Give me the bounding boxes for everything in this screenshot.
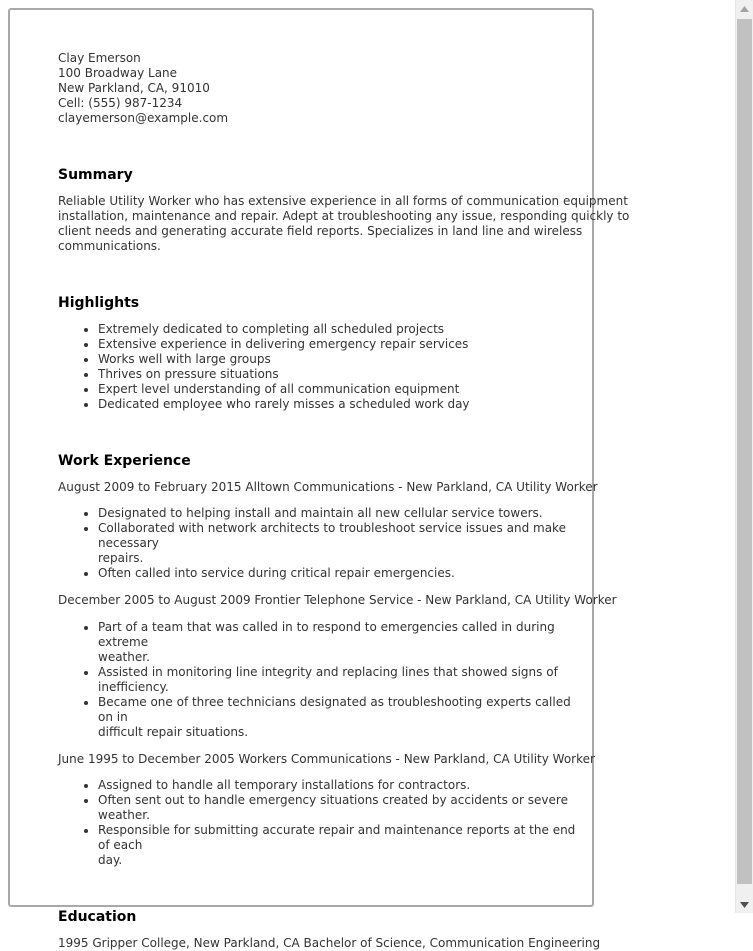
job-bullet — [98, 620, 588, 665]
job-bullet-text: Part of a team that was called in to respond to emergencies called in during extreme — [98, 620, 555, 649]
job-header: June 1995 to December 2005 Workers Communications - New Parkland, CA Utility Worker — [58, 752, 595, 766]
education-section — [58, 908, 601, 951]
job-bullet-text: difficult repair situations. — [98, 725, 249, 739]
summary-section — [58, 166, 630, 254]
contact-phone: Cell: (555) 987-1234 — [58, 96, 183, 110]
job-bullet-text: Assisted in monitoring line integrity and replacing lines that showed signs of inefficiency. — [98, 665, 558, 694]
job-bullet-text: Responsible for submitting accurate repair and maintenance reports at the end of each — [98, 823, 576, 852]
contact-email: clayemerson@example.com — [58, 111, 229, 125]
summary-line: client needs and generating accurate field reports. Specializes in land line and wireless — [58, 224, 583, 238]
summary-heading: Summary — [58, 167, 133, 183]
job-bullet-text: Collaborated with network architects to troubleshoot service issues and make necessary — [98, 521, 566, 550]
job-entry — [58, 593, 617, 740]
job-bullet — [98, 521, 588, 566]
experience-heading: Work Experience — [58, 453, 191, 469]
highlight-item: • Extremely dedicated to completing all scheduled projects — [98, 322, 588, 337]
summary-line: Reliable Utility Worker who has extensive experience in all forms of communication equipment — [58, 194, 628, 208]
resume-content — [58, 51, 630, 951]
highlights-section — [58, 294, 588, 412]
highlight-item: • Thrives on pressure situations — [98, 367, 588, 382]
highlights-list — [58, 322, 588, 412]
summary-line: communications. — [58, 239, 161, 253]
contact-block — [58, 51, 588, 126]
summary-text — [58, 194, 630, 254]
job-header: December 2005 to August 2009 Frontier Telephone Service - New Parkland, CA Utility Worker — [58, 593, 617, 607]
contact-street: 100 Broadway Lane — [58, 66, 178, 80]
resume-page — [8, 8, 630, 950]
education-entry: 1995 Gripper College, New Parkland, CA Bachelor of Science, Communication Engineering — [58, 936, 601, 950]
education-heading: Education — [58, 909, 137, 925]
summary-line: installation, maintenance and repair. Adept at troubleshooting any issue, responding quickly to — [58, 209, 630, 223]
job-bullet — [98, 778, 588, 793]
job-bullet-text: Became one of three technicians designated as troubleshooting experts called on in — [98, 695, 571, 724]
job-entry — [58, 480, 598, 581]
job-bullet-text: Designated to helping install and maintain all new cellular service towers. — [98, 506, 543, 520]
job-bullet — [98, 665, 588, 695]
highlight-item: • Works well with large groups — [98, 352, 588, 367]
highlights-heading: Highlights — [58, 295, 140, 311]
job-bullet-text: Assigned to handle all temporary installations for contractors. — [98, 778, 471, 792]
contact-name: Clay Emerson — [58, 51, 141, 65]
scroll-down-arrow-icon — [740, 902, 749, 908]
job-bullets — [58, 778, 588, 868]
highlight-item: • Dedicated employee who rarely misses a scheduled work day — [98, 397, 588, 412]
highlight-item: • Extensive experience in delivering emergency repair services — [98, 337, 588, 352]
experience-section — [58, 452, 617, 868]
scroll-down-button[interactable] — [736, 896, 753, 913]
job-bullet — [98, 793, 588, 823]
job-bullet — [98, 695, 588, 740]
highlight-item: • Expert level understanding of all communication equipment — [98, 382, 588, 397]
job-bullet — [98, 566, 588, 581]
scroll-thumb[interactable] — [737, 19, 752, 884]
job-entry — [58, 752, 595, 868]
contact-city: New Parkland, CA, 91010 — [58, 81, 210, 95]
scroll-up-button[interactable] — [736, 0, 753, 17]
scroll-up-arrow-icon — [740, 6, 749, 12]
job-header: August 2009 to February 2015 Alltown Communications - New Parkland, CA Utility Worker — [58, 480, 598, 494]
job-bullets — [58, 506, 588, 581]
job-bullet-text: Often called into service during critical repair emergencies. — [98, 566, 455, 580]
job-bullet — [98, 506, 588, 521]
job-bullet — [98, 823, 588, 868]
job-bullet-text: weather. — [98, 650, 150, 664]
job-bullet-text: day. — [98, 853, 123, 867]
job-bullets — [58, 620, 588, 740]
vertical-scrollbar[interactable] — [735, 0, 753, 913]
job-bullet-text: repairs. — [98, 551, 144, 565]
job-bullet-text: Often sent out to handle emergency situations created by accidents or severe weather. — [98, 793, 568, 822]
